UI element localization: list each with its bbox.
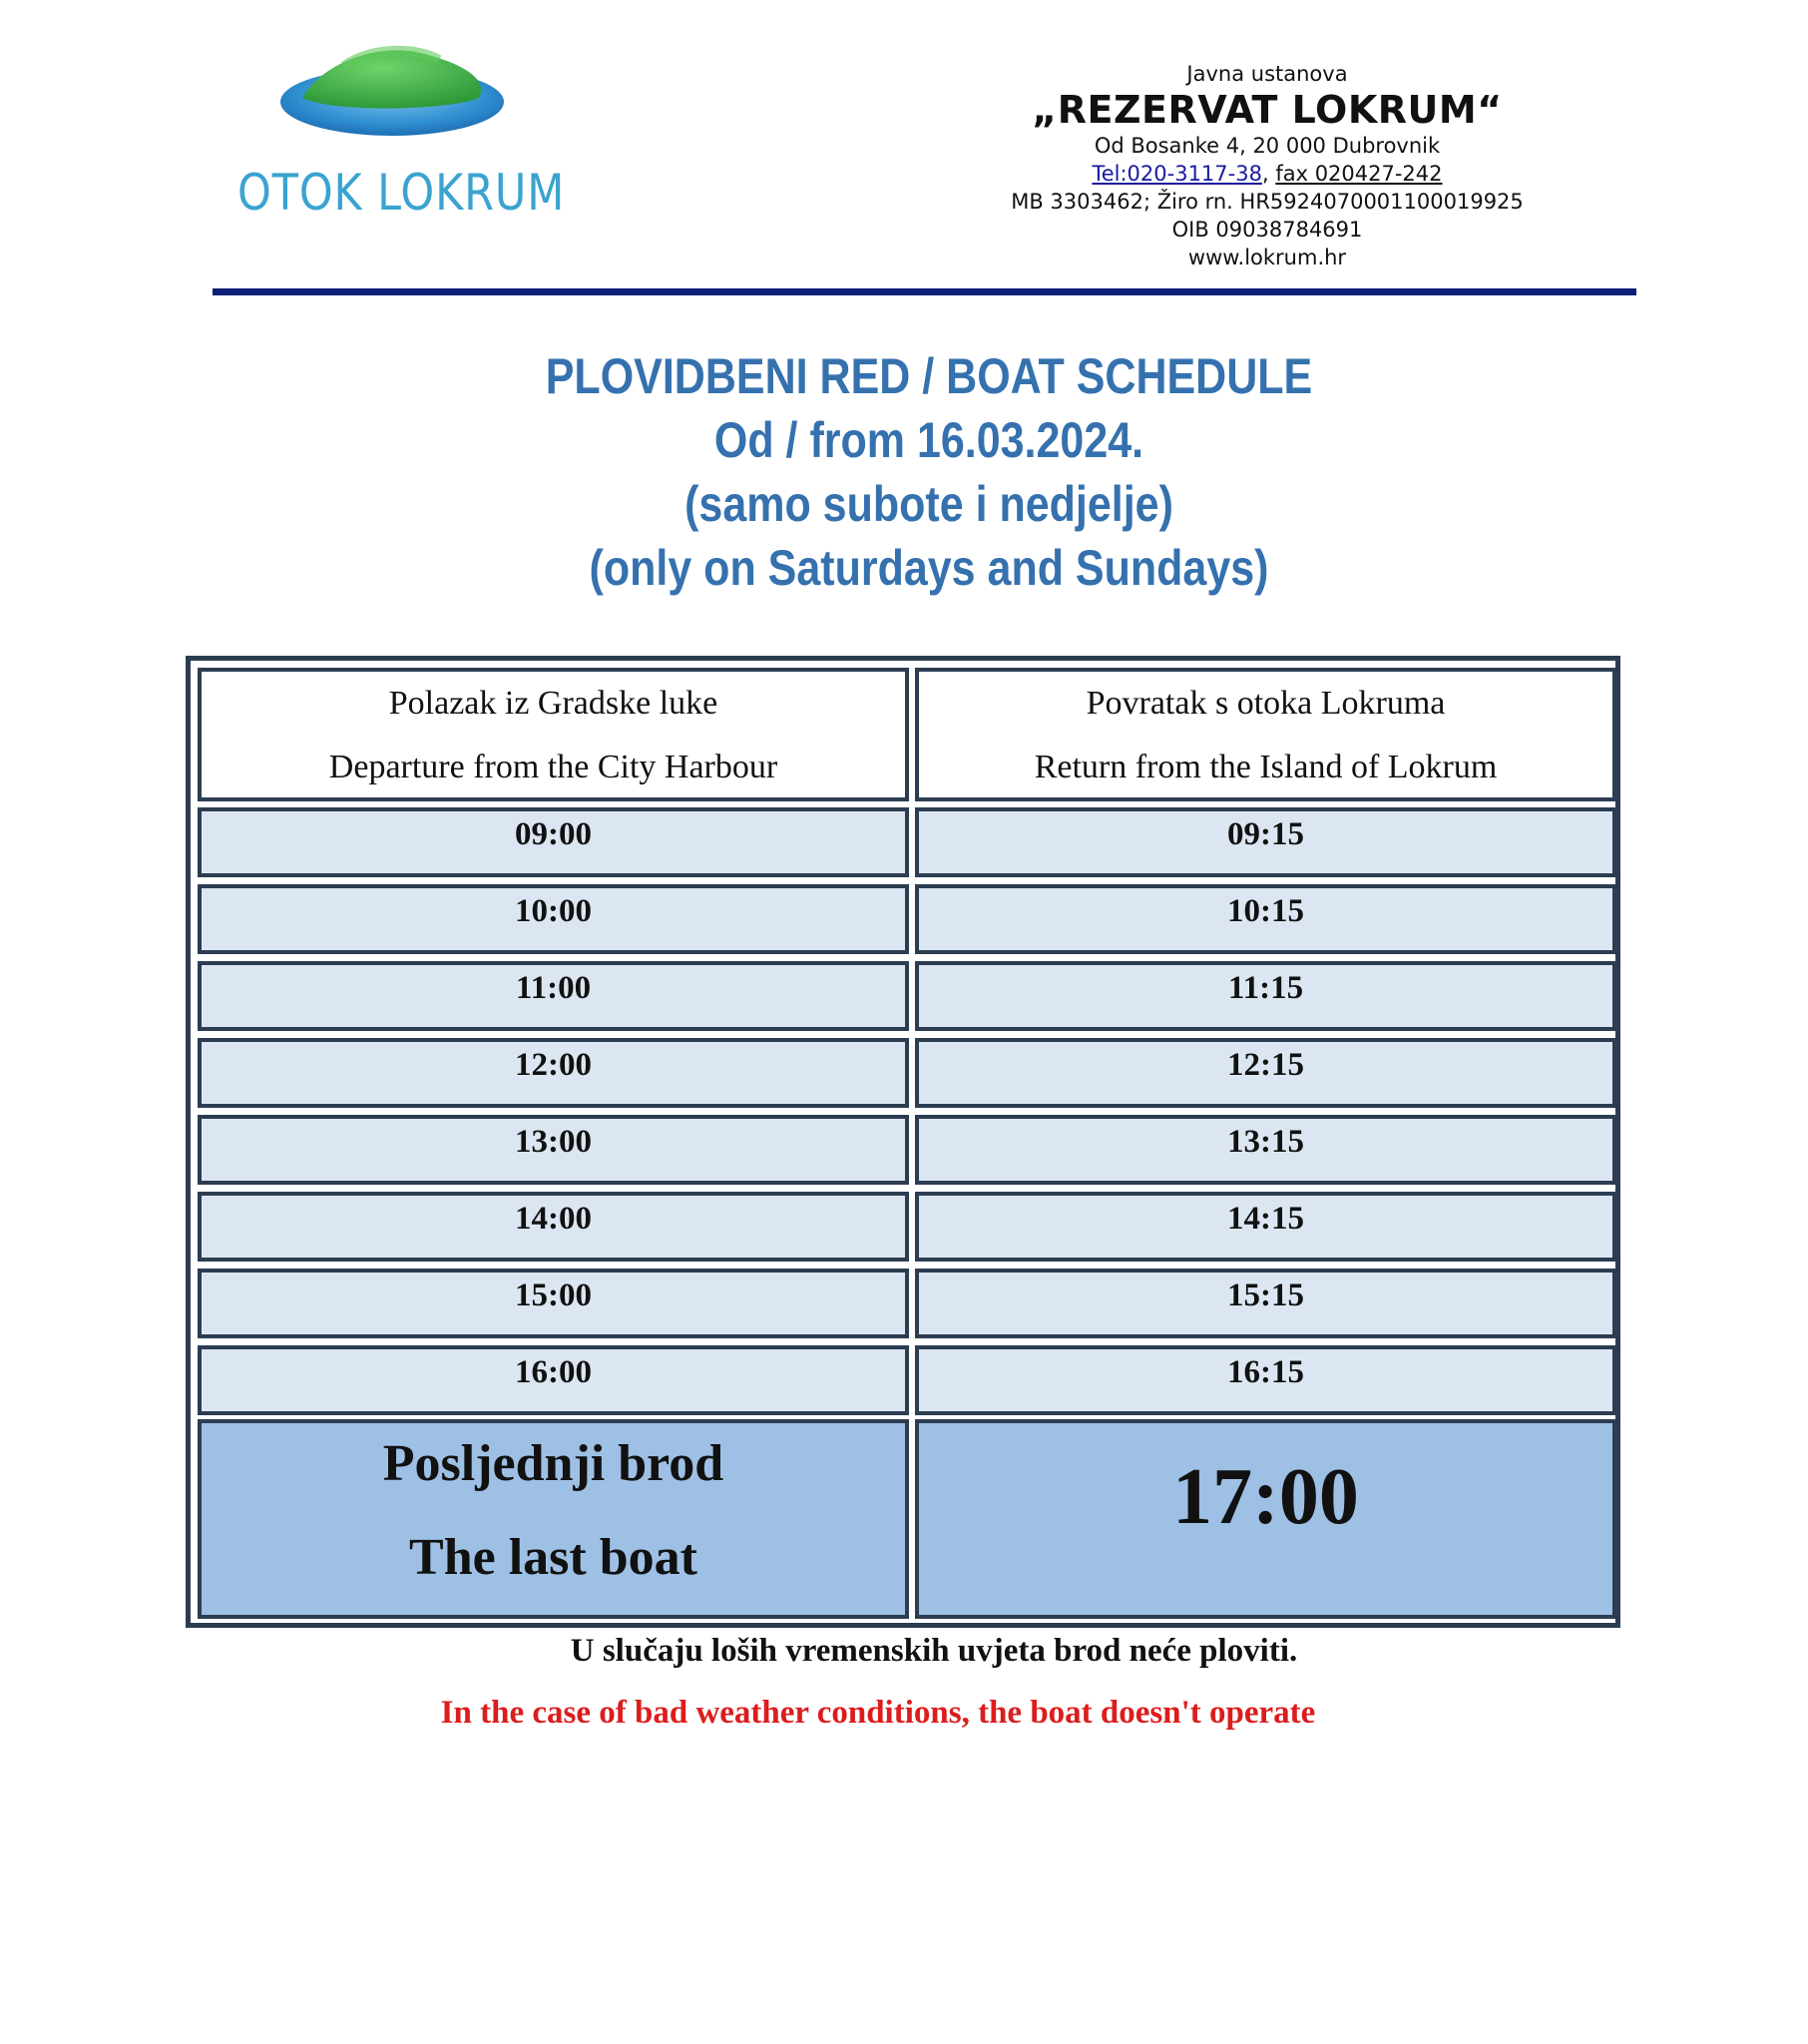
departure-time: 15:00 (198, 1269, 909, 1338)
return-time: 10:15 (915, 884, 1616, 954)
departure-header-hr: Polazak iz Gradske luke (388, 685, 718, 722)
last-boat-hr: Posljednji brod (382, 1435, 724, 1492)
header-divider (213, 288, 1636, 295)
logo-text: OTOK LOKRUM (237, 164, 566, 222)
phone-link[interactable]: Tel:020-3117-38 (1092, 162, 1262, 186)
org-contact (978, 160, 1557, 188)
schedule-table (186, 656, 1620, 1628)
return-time: 14:15 (915, 1192, 1616, 1262)
departure-header-en: Departure from the City Harbour (328, 749, 778, 785)
last-boat-en: The last boat (409, 1529, 697, 1586)
return-header (915, 668, 1616, 801)
return-time: 15:15 (915, 1269, 1616, 1338)
contact-separator: , (1261, 162, 1269, 186)
page-title (0, 344, 1808, 600)
last-boat-time-cell (915, 1419, 1616, 1619)
org-name: „REZERVAT LOKRUM“ (1032, 88, 1503, 132)
return-time: 12:15 (915, 1038, 1616, 1108)
logo (229, 40, 609, 230)
return-header-en: Return from the Island of Lokrum (1034, 749, 1498, 785)
return-time: 13:15 (915, 1115, 1616, 1185)
return-header-hr: Povratak s otoka Lokruma (1086, 685, 1446, 722)
return-time: 09:15 (915, 807, 1616, 877)
title-line-4: (only on Saturdays and Sundays) (589, 540, 1269, 596)
title-line-2: Od / from 16.03.2024. (713, 412, 1144, 468)
org-address: Od Bosanke 4, 20 000 Dubrovnik (1094, 134, 1441, 158)
title-line-3: (samo subote i nedjelje) (684, 476, 1173, 532)
departure-time: 14:00 (198, 1192, 909, 1262)
departure-header (198, 668, 909, 801)
departure-time: 10:00 (198, 884, 909, 954)
org-oib: OIB 09038784691 (1171, 218, 1363, 242)
weather-note-hr: U slučaju loših vremenskih uvjeta brod neće ploviti. (570, 1633, 1298, 1669)
fax-number: fax 020427-242 (1275, 162, 1443, 186)
organization-header (978, 60, 1557, 271)
org-type: Javna ustanova (1186, 62, 1348, 86)
org-website[interactable]: www.lokrum.hr (1187, 246, 1347, 269)
weather-note-en: In the case of bad weather conditions, the boat doesn't operate (440, 1695, 1316, 1731)
last-boat-label (198, 1419, 909, 1619)
departure-time: 09:00 (198, 807, 909, 877)
departure-time: 11:00 (198, 961, 909, 1031)
departure-time: 12:00 (198, 1038, 909, 1108)
departure-time: 13:00 (198, 1115, 909, 1185)
last-boat-time: 17:00 (1172, 1453, 1359, 1541)
org-registry: MB 3303462; Žiro rn. HR5924070001100019925 (1011, 190, 1524, 214)
departure-time: 16:00 (198, 1345, 909, 1415)
island-icon (274, 40, 514, 140)
return-time: 16:15 (915, 1345, 1616, 1415)
title-line-1: PLOVIDBENI RED / BOAT SCHEDULE (545, 348, 1313, 404)
return-time: 11:15 (915, 961, 1616, 1031)
